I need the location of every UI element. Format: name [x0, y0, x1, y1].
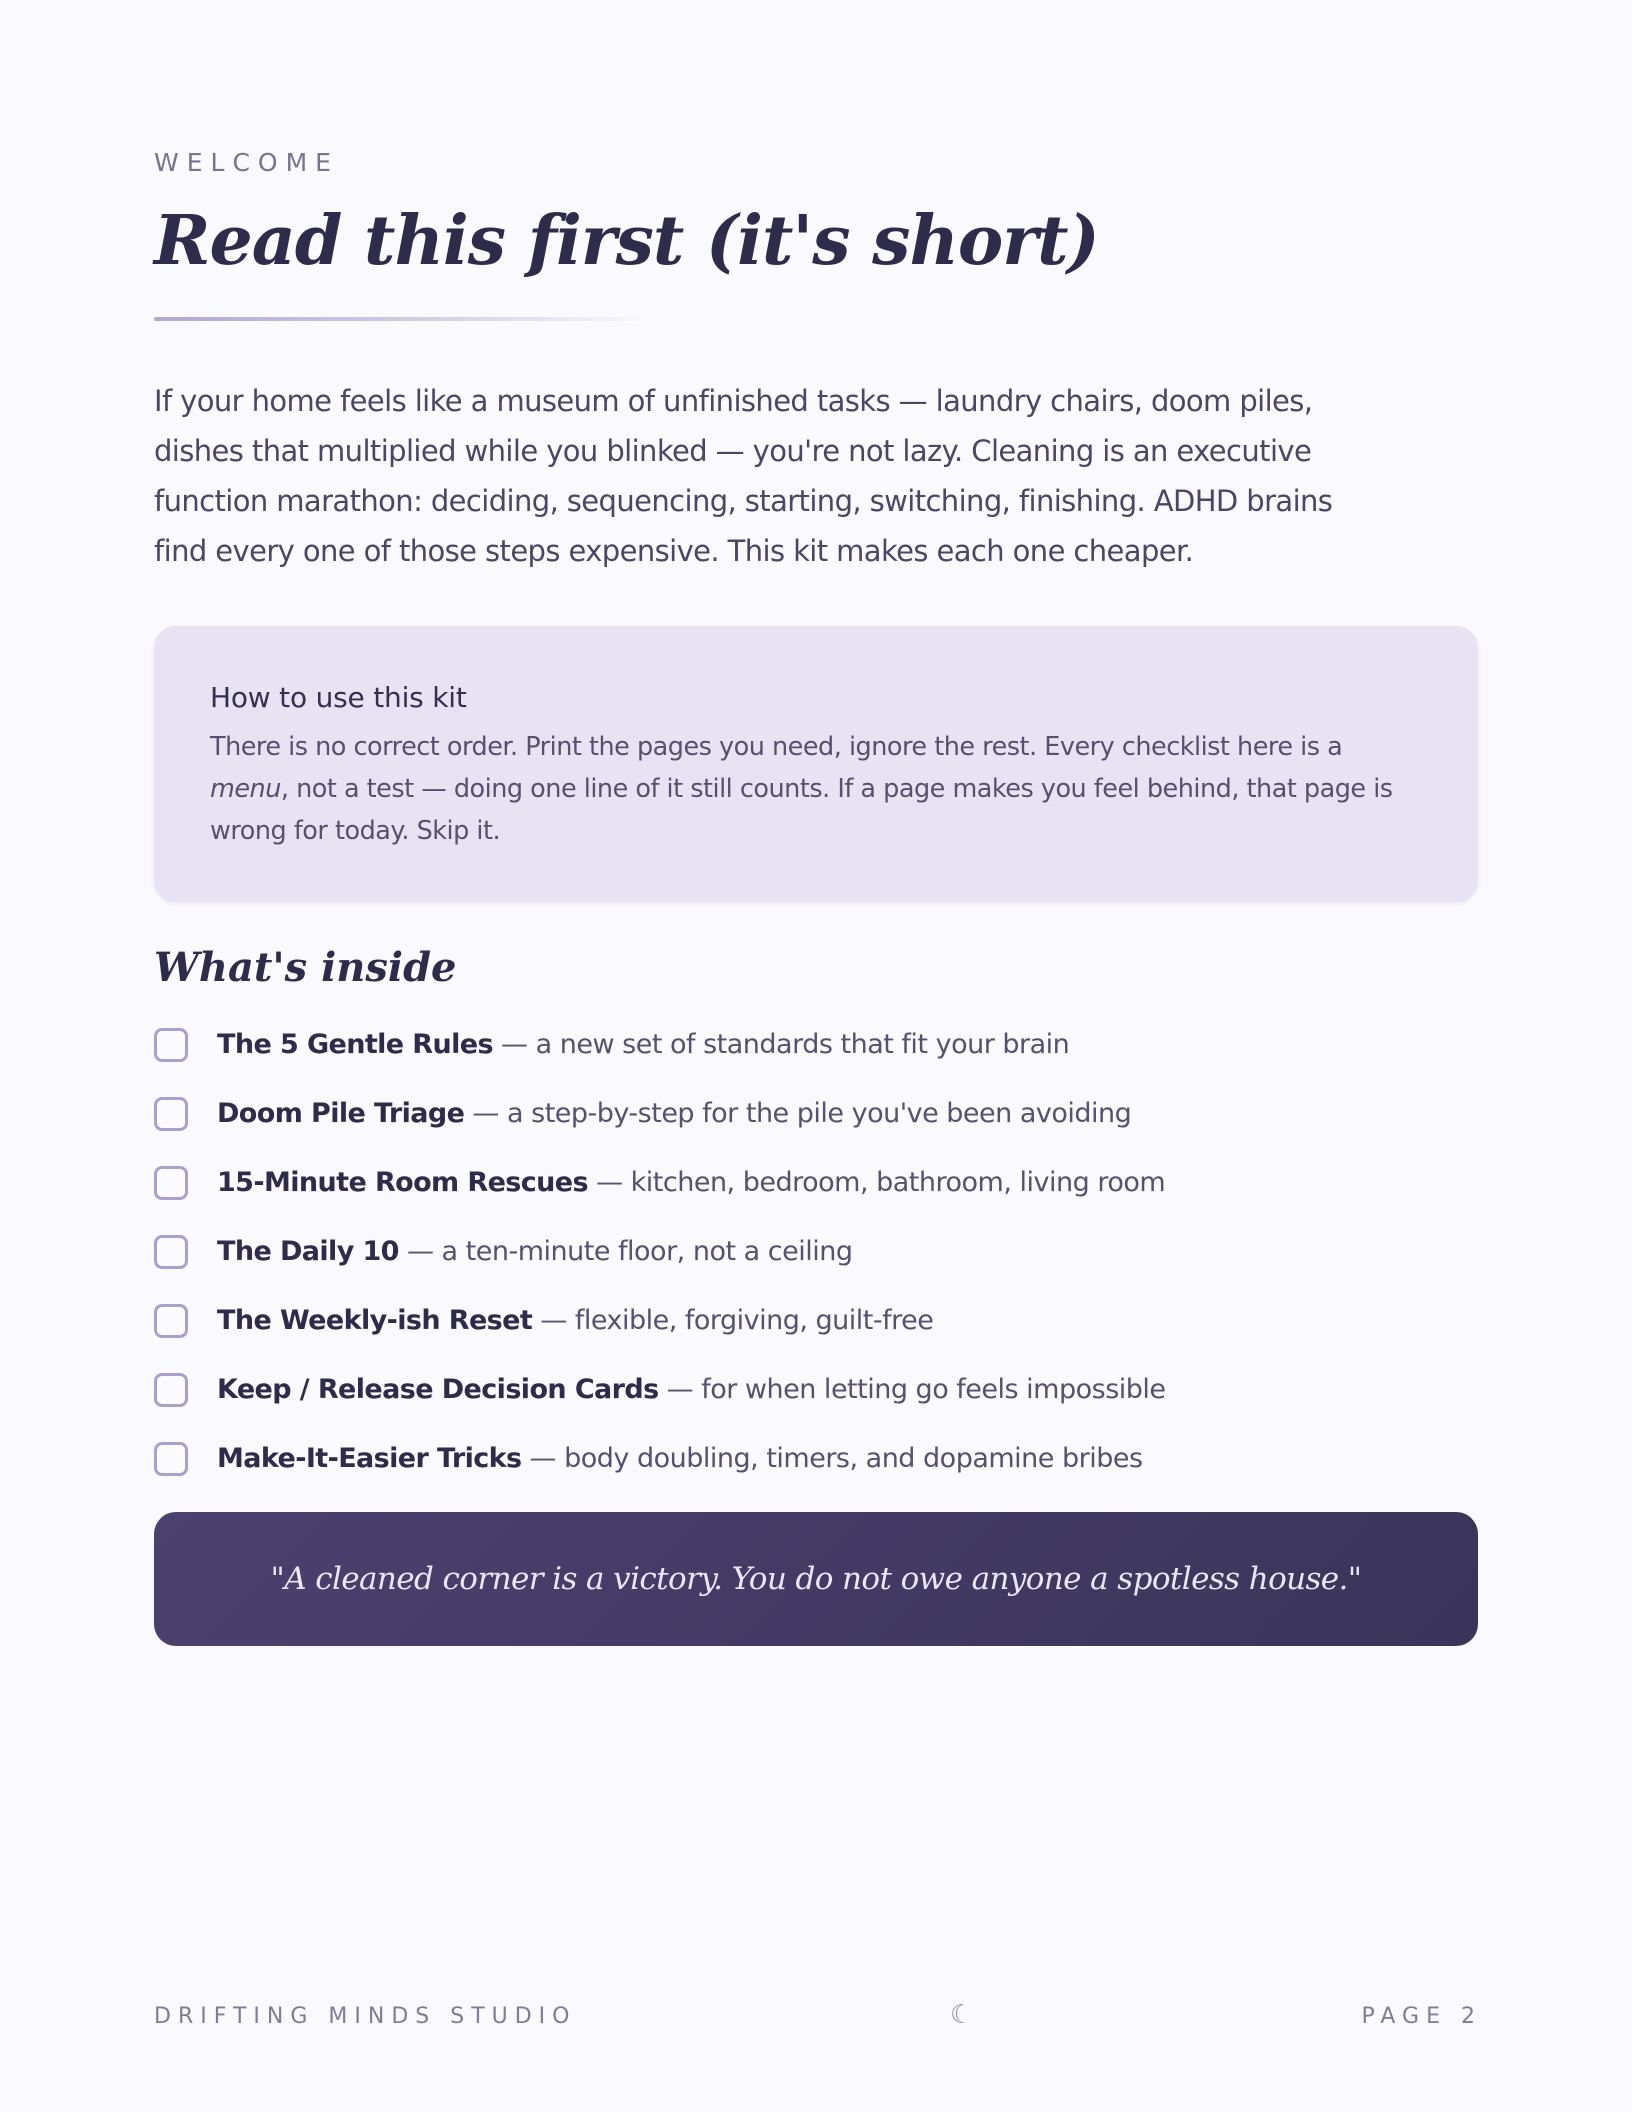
checklist-item-desc: — flexible, forgiving, guilt-free: [532, 1305, 934, 1336]
checklist-item-text: [217, 1443, 1143, 1474]
section-eyebrow: WELCOME: [154, 148, 339, 177]
checklist-item-text: [217, 1029, 1069, 1060]
quote-text: "A cleaned corner is a victory. You do not owe anyone a spotless house.": [270, 1561, 1362, 1597]
checklist-item-text: [217, 1374, 1166, 1405]
checklist-item-desc: — a ten-minute floor, not a ceiling: [398, 1236, 853, 1267]
checklist-item-name: Make-It-Easier Tricks: [217, 1443, 522, 1474]
page-footer: [154, 2000, 1482, 2040]
checkbox[interactable]: [154, 1028, 188, 1062]
how-to-use-body-start: There is no correct order. Print the pages you need, ignore the rest. Every checklist here is a: [210, 732, 1343, 762]
checklist-item-desc: — for when letting go feels impossible: [658, 1374, 1166, 1405]
checklist-item: [154, 1148, 1166, 1217]
checklist-item-name: The Weekly-ish Reset: [217, 1305, 533, 1336]
checklist-item-text: [217, 1236, 852, 1267]
checklist-item-desc: — kitchen, bedroom, bathroom, living room: [587, 1167, 1166, 1198]
checklist-item: [154, 1079, 1166, 1148]
studio-name: DRIFTING MINDS STUDIO: [154, 2004, 577, 2029]
checklist-item-name: Keep / Release Decision Cards: [217, 1374, 659, 1405]
checklist-item-desc: — body doubling, timers, and dopamine bribes: [521, 1443, 1143, 1474]
whats-inside-title: What's inside: [154, 944, 457, 991]
moon-icon: ☾: [950, 2000, 974, 2030]
how-to-use-card: [154, 626, 1478, 902]
page: [154, 0, 1482, 2112]
checkbox[interactable]: [154, 1166, 188, 1200]
checklist-item: [154, 1217, 1166, 1286]
checklist-item-desc: — a new set of standards that fit your brain: [492, 1029, 1070, 1060]
checklist-item-name: The 5 Gentle Rules: [217, 1029, 493, 1060]
checkbox[interactable]: [154, 1304, 188, 1338]
checklist-item-text: [217, 1305, 933, 1336]
how-to-use-body: [210, 726, 1422, 852]
contents-checklist: [154, 1010, 1166, 1493]
checklist-item: [154, 1286, 1166, 1355]
checklist-item-text: [217, 1098, 1131, 1129]
quote-banner: [154, 1512, 1478, 1646]
checkbox[interactable]: [154, 1097, 188, 1131]
checklist-item: [154, 1010, 1166, 1079]
checklist-item-name: Doom Pile Triage: [217, 1098, 465, 1129]
page-title: Read this first (it's short): [154, 201, 1099, 281]
intro-paragraph: If your home feels like a museum of unfinished tasks — laundry chairs, doom piles, dishes that multiplied while you blinked — you're not lazy. Cleaning is an executive function marathon: deciding, sequencing, starting, switching, finishing. ADHD brains find every one of those steps expensive. This kit makes each one cheaper.: [154, 384, 1333, 568]
checkbox[interactable]: [154, 1235, 188, 1269]
checklist-item-name: 15-Minute Room Rescues: [217, 1167, 588, 1198]
title-divider: [154, 317, 654, 321]
checklist-item-name: The Daily 10: [217, 1236, 399, 1267]
checklist-item: [154, 1355, 1166, 1424]
how-to-use-body-emphasis: menu: [210, 774, 281, 804]
checklist-item-text: [217, 1167, 1165, 1198]
checklist-item: [154, 1424, 1166, 1493]
how-to-use-body-end: , not a test — doing one line of it still counts. If a page makes you feel behind, that page is wrong for today. Skip it.: [210, 774, 1393, 846]
page-number: PAGE 2: [1361, 2004, 1482, 2029]
checkbox[interactable]: [154, 1373, 188, 1407]
checkbox[interactable]: [154, 1442, 188, 1476]
how-to-use-title: How to use this kit: [210, 681, 467, 714]
checklist-item-desc: — a step-by-step for the pile you've been avoiding: [464, 1098, 1132, 1129]
